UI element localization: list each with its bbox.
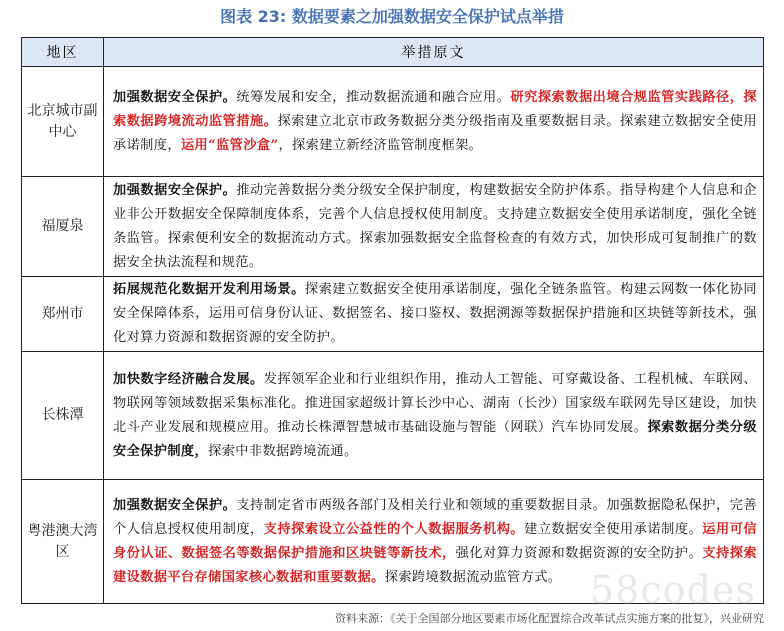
bold-heading-text: 拓展规范化数据开发利用场景。	[113, 282, 305, 297]
highlighted-text: 运用“监管沙盒”	[180, 137, 279, 153]
body-text: 统筹发展和安全，推动数据流通和融合应用。	[236, 89, 511, 105]
body-text: 建立数据安全使用承诺制度。	[524, 521, 703, 537]
region-cell: 福厦泉	[22, 177, 104, 277]
source-note: 资料来源：《关于全国部分地区要素市场化配置综合改革试点实施方案的批复》，兴业研究	[335, 612, 764, 625]
watermark: 58codes	[590, 568, 756, 612]
bold-heading-text: 加强数据安全保护。	[113, 89, 237, 105]
table-row	[22, 177, 764, 277]
region-cell: 郑州市	[22, 277, 104, 352]
table-row	[22, 352, 764, 480]
body-text: 探索中非数据跨境流通。	[208, 443, 358, 459]
header-region: 地区	[22, 38, 104, 67]
measures-table	[21, 37, 764, 604]
highlighted-text: 支持探索建设数据平台存储国家核心数据和重要数据。	[113, 545, 757, 585]
body-text: 探索建立北京市政务数据分类分级指南及重要数据目录。探索建立数据安全使用承诺制度，	[113, 113, 757, 153]
measures-cell	[104, 177, 764, 277]
table-row	[22, 277, 764, 352]
measures-cell	[104, 67, 764, 177]
body-text: 发挥领军企业和行业组织作用，推动人工智能、可穿戴设备、工程机械、车联网、物联网等领域数据采集标准化。推进国家超级计算长沙中心、湖南（长沙）国家级车联网先导区建设，加快北斗产业发展和规模应用。推动长株潭智慧城市基础设施与智能（网联）汽车协同发展。	[113, 371, 757, 435]
bold-heading-text: 加强数据安全保护。	[113, 497, 237, 513]
measures-cell	[104, 277, 764, 352]
highlighted-text: 研究探索数据出境合规监管实践路径，探索数据跨境流动监管措施。	[113, 89, 757, 129]
body-text: 推动完善数据分类分级安全保护制度，构建数据安全防护体系。指导构建个人信息和企业非公开数据安全保障制度体系，完善个人信息授权使用制度。支持建立数据安全使用承诺制度，强化全链条监管。探索便利安全的数据流动方式。探索加强数据安全监督检查的有效方式，加快形成可复制推广的数据安全执法流程和规范。	[113, 182, 757, 270]
header-measures: 举措原文	[104, 38, 764, 67]
region-cell: 长株潭	[22, 352, 104, 480]
table-header-row	[22, 38, 764, 67]
measures-cell	[104, 352, 764, 480]
table-row	[22, 67, 764, 177]
bold-heading-text: 探索数据分类分级安全保护制度，	[113, 419, 757, 459]
body-text: 探索跨境数据流动监管方式。	[384, 569, 562, 585]
body-text: 强化对算力资源和数据资源的安全防护。	[455, 545, 703, 561]
body-text: 支持制定省市两级各部门及相关行业和领域的重要数据目录。加强数据隐私保护，完善个人信息授权使用制度，	[113, 497, 757, 537]
bold-heading-text: 加快数字经济融合发展。	[113, 371, 264, 387]
body-text: ，探索建立新经济监管制度框架。	[278, 137, 483, 153]
bold-heading-text: 加强数据安全保护。	[113, 182, 237, 198]
body-text: 探索建立数据安全使用承诺制度，强化全链条监管。构建云网数一体化协同安全保障体系，运用可信身份认证、数据签名、接口鉴权、数据溯源等数据保护措施和区块链等新技术，强化对算力资源和数据资源的安全防护。	[113, 282, 757, 345]
highlighted-text: 运用可信身份认证、数据签名等数据保护措施和区块链等新技术，	[113, 521, 757, 561]
figure-title: 图表 23: 数据要素之加强数据安全保护试点举措	[220, 7, 564, 26]
highlighted-text: 支持探索设立公益性的个人数据服务机构。	[263, 521, 525, 537]
region-cell: 北京城市副中心	[22, 67, 104, 177]
region-cell: 粤港澳大湾区	[22, 480, 104, 604]
